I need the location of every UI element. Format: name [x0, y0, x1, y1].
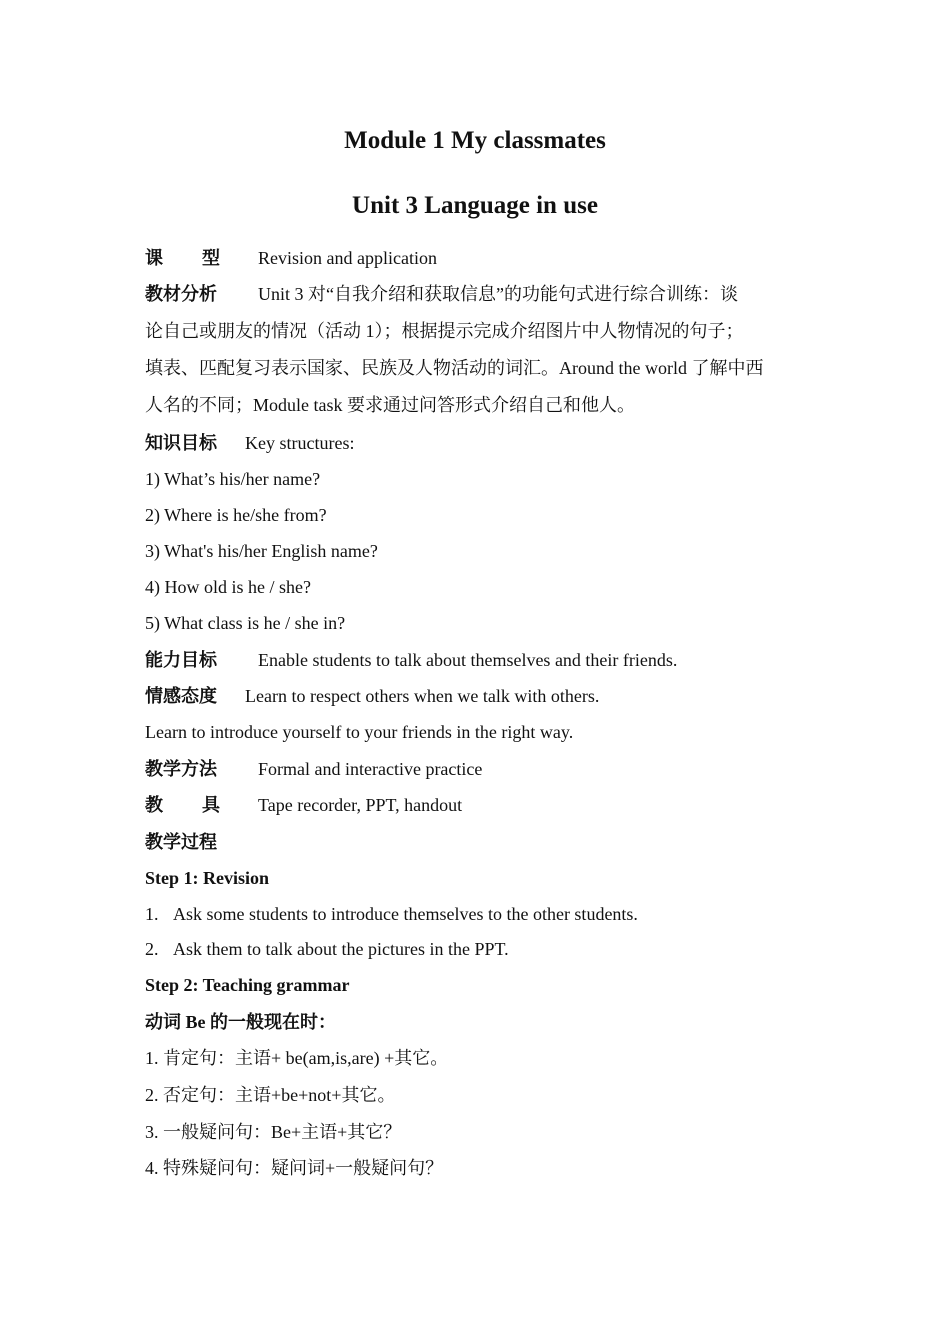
key-structure-item: 3) What's his/her English name? — [145, 541, 378, 561]
module-title: Module 1 My classmates — [344, 127, 606, 154]
knowledge-goals-row — [145, 431, 354, 455]
lesson-type-value: Revision and application — [258, 248, 437, 268]
ability-goals-value: Enable students to talk about themselves and their friends. — [258, 650, 678, 670]
key-structure-item: 1) What’s his/her name? — [145, 469, 321, 489]
emotion-attitude-label: 情感态度 — [145, 686, 217, 706]
ability-goals-label: 能力目标 — [145, 650, 217, 670]
emotion-attitude-line2: Learn to introduce yourself to your friends in the right way. — [145, 722, 574, 742]
teaching-method-label: 教学方法 — [145, 759, 217, 779]
teaching-aids-label: 教 具 — [145, 795, 220, 815]
material-analysis-label: 教材分析 — [145, 284, 217, 304]
teaching-method-row — [145, 757, 482, 781]
emotion-attitude-value: Learn to respect others when we talk with others. — [245, 686, 600, 706]
step2-heading: Step 2: Teaching grammar — [145, 975, 350, 995]
key-structure-item: 2) Where is he/she from? — [145, 505, 327, 525]
material-analysis-row — [145, 282, 738, 306]
emotion-attitude-row — [145, 684, 599, 708]
lesson-type-label: 课 型 — [145, 248, 220, 268]
lesson-type-row — [145, 246, 437, 270]
knowledge-goals-value: Key structures: — [245, 433, 355, 453]
material-analysis-line2: 论自己或朋友的情况（活动 1）；根据提示完成介绍图片中人物情况的句子； — [145, 321, 744, 341]
step1-item: 1. Ask some students to introduce themselves to the other students. — [145, 904, 638, 924]
unit-title: Unit 3 Language in use — [352, 192, 598, 219]
teaching-method-value: Formal and interactive practice — [258, 759, 483, 779]
teaching-aids-value: Tape recorder, PPT, handout — [258, 795, 463, 815]
grammar-rule-item: 4. 特殊疑问句：疑问词+一般疑问句？ — [145, 1158, 444, 1178]
ability-goals-row — [145, 648, 677, 672]
teaching-aids-row — [145, 793, 462, 817]
grammar-rule-item: 2. 否定句：主语+be+not+其它。 — [145, 1085, 396, 1105]
knowledge-goals-label: 知识目标 — [145, 433, 217, 453]
step2-subheading: 动词 Be 的一般现在时： — [145, 1012, 336, 1032]
step1-item: 2. Ask them to talk about the pictures in the PPT. — [145, 939, 509, 959]
step1-heading: Step 1: Revision — [145, 868, 270, 888]
material-analysis-line4: 人名的不同；Module task 要求通过问答形式介绍自己和他人。 — [145, 395, 635, 415]
key-structure-item: 4) How old is he / she? — [145, 577, 311, 597]
grammar-rule-item: 3. 一般疑问句：Be+主语+其它？ — [145, 1122, 402, 1142]
material-analysis-line1: Unit 3 对“自我介绍和获取信息”的功能句式进行综合训练：谈 — [258, 284, 738, 304]
grammar-rule-item: 1. 肯定句：主语+ be(am,is,are) +其它。 — [145, 1048, 449, 1068]
key-structure-item: 5) What class is he / she in? — [145, 613, 346, 633]
teaching-process-label: 教学过程 — [145, 832, 217, 852]
material-analysis-line3: 填表、匹配复习表示国家、民族及人物活动的词汇。Around the world 了解中西 — [145, 358, 764, 378]
